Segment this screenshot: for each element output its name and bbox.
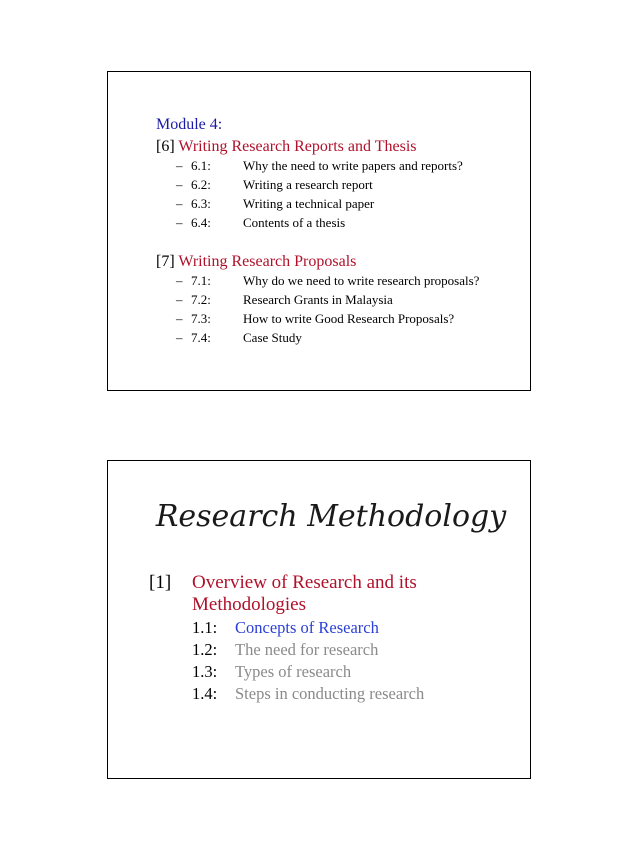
section-heading-6	[156, 138, 417, 156]
topic-item	[192, 684, 424, 704]
list-item	[176, 311, 455, 327]
item-text: Why the need to write papers and reports?	[243, 158, 463, 173]
section-number: [1]	[149, 572, 172, 593]
topic-item-active	[192, 618, 379, 638]
section-title-line-1: Overview of Research and its	[192, 572, 417, 593]
item-text: Why do we need to write research proposals?	[243, 273, 480, 288]
bullet-dash: –	[176, 215, 183, 230]
bullet-dash: –	[176, 292, 183, 307]
list-item	[176, 215, 346, 231]
slide-research-methodology	[107, 460, 531, 779]
bullet-dash: –	[176, 158, 183, 173]
section-title: Writing Research Proposals	[178, 253, 357, 270]
item-text: Research Grants in Malaysia	[243, 292, 393, 307]
section-heading-7	[156, 253, 356, 271]
section-title-line-2: Methodologies	[192, 594, 306, 615]
topic-code: 1.3:	[192, 662, 218, 681]
item-text: Contents of a thesis	[243, 215, 346, 230]
section-number: [7]	[156, 253, 175, 270]
item-text: Writing a research report	[243, 177, 373, 192]
topic-text: Concepts of Research	[235, 618, 379, 637]
item-code: 7.3:	[191, 311, 211, 326]
item-code: 7.4:	[191, 330, 211, 345]
list-item	[176, 158, 463, 174]
item-code: 6.3:	[191, 196, 211, 211]
list-item	[176, 330, 302, 346]
topic-code: 1.1:	[192, 618, 218, 637]
item-code: 6.4:	[191, 215, 211, 230]
bullet-dash: –	[176, 273, 183, 288]
module-label: Module 4:	[156, 116, 223, 133]
bullet-dash: –	[176, 330, 183, 345]
bullet-dash: –	[176, 177, 183, 192]
topic-item	[192, 662, 351, 682]
slide-title: Research Methodology	[155, 499, 507, 534]
item-code: 6.2:	[191, 177, 211, 192]
topic-text: Steps in conducting research	[235, 684, 425, 703]
list-item	[176, 196, 375, 212]
item-code: 7.1:	[191, 273, 211, 288]
item-text: How to write Good Research Proposals?	[243, 311, 455, 326]
bullet-dash: –	[176, 311, 183, 326]
list-item	[176, 273, 480, 289]
topic-code: 1.4:	[192, 684, 218, 703]
topic-text: The need for research	[235, 640, 379, 659]
topic-code: 1.2:	[192, 640, 218, 659]
section-number: [6]	[156, 138, 175, 155]
section-title: Writing Research Reports and Thesis	[178, 138, 417, 155]
item-text: Case Study	[243, 330, 302, 345]
item-code: 7.2:	[191, 292, 211, 307]
bullet-dash: –	[176, 196, 183, 211]
slide-module-4	[107, 71, 531, 391]
list-item	[176, 292, 393, 308]
item-text: Writing a technical paper	[243, 196, 375, 211]
section-title	[192, 572, 492, 616]
topic-item	[192, 640, 378, 660]
topic-text: Types of research	[235, 662, 352, 681]
item-code: 6.1:	[191, 158, 211, 173]
list-item	[176, 177, 373, 193]
